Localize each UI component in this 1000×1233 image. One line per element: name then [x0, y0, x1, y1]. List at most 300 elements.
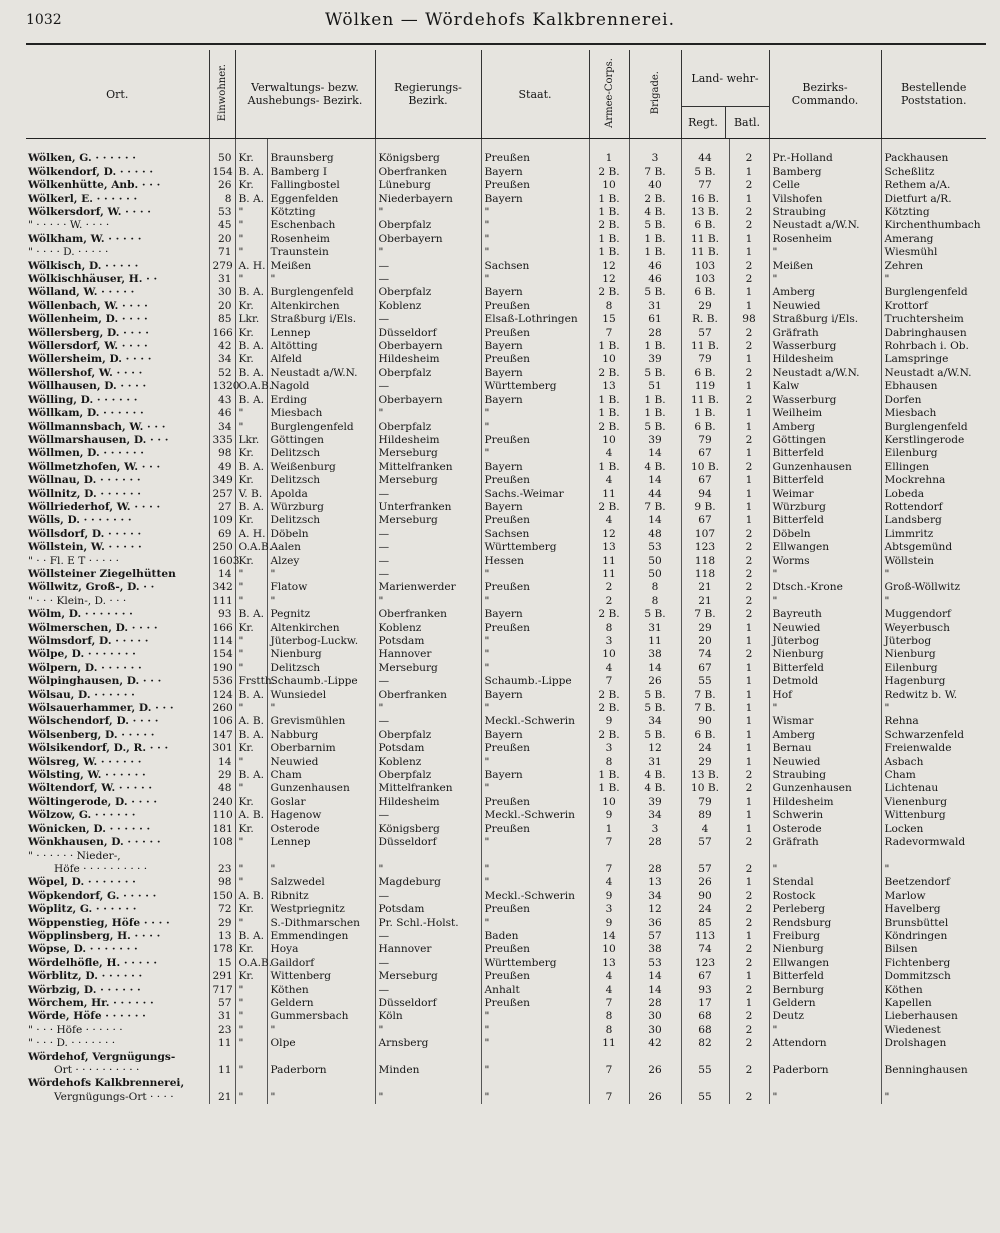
table-row: [26, 447, 986, 460]
cell-ein: 717: [209, 984, 235, 997]
header-rule: [26, 43, 986, 45]
cell-ort: Wöltingerode, D. · · · ·: [28, 795, 158, 808]
cell-vb: Köthen: [267, 984, 375, 997]
cell-ac: 4: [589, 662, 629, 675]
cell-st: Preußen: [481, 823, 589, 836]
cell-rg: 6 B.: [681, 367, 729, 380]
cell-vw: Kr.: [235, 943, 267, 956]
cell-ps: Landsberg: [881, 514, 986, 527]
cell-vb: Eggenfelden: [267, 193, 375, 206]
cell-ac: 1 B.: [589, 782, 629, 795]
cell-bc: Bernburg: [769, 984, 881, 997]
table-row: [26, 581, 986, 594]
cell-rb: Mittelfranken: [375, 461, 481, 474]
cell-st: Bayern: [481, 166, 589, 179]
cell-ps: ": [881, 702, 986, 715]
cell-bc: Gunzenhausen: [769, 461, 881, 474]
cell-rg: 13 B.: [681, 769, 729, 782]
cell-st: Württemberg: [481, 541, 589, 554]
cell-ac: 2 B.: [589, 501, 629, 514]
cell-ein: 42: [209, 340, 235, 353]
cell-st: Bayern: [481, 608, 589, 621]
cell-ein: 279: [209, 260, 235, 273]
cell-rg: 6 B.: [681, 729, 729, 742]
cell-bc: Bitterfeld: [769, 970, 881, 983]
cell-ort: Wöllnau, D. · · · · · ·: [28, 474, 141, 487]
cell-bc: Vilshofen: [769, 193, 881, 206]
cell-br: 5 B.: [629, 729, 681, 742]
cell-st: Bayern: [481, 286, 589, 299]
cell-ort: Wöpel, D. · · · · · · ·: [28, 876, 136, 889]
table-row: [26, 286, 986, 299]
cell-ort: Wöllstein, W. · · · · ·: [28, 541, 142, 554]
cell-rb: Potsdam: [375, 635, 481, 648]
cell-ac: 7: [589, 997, 629, 1010]
cell-ac: 1 B.: [589, 394, 629, 407]
cell-ort: Wöllhausen, D. · · · ·: [28, 380, 147, 393]
cell-rb: —: [375, 930, 481, 943]
cell-st: Bayern: [481, 367, 589, 380]
cell-ps: Dorfen: [881, 394, 986, 407]
cell-bc: ": [769, 1091, 881, 1104]
cell-rb: Unterfranken: [375, 501, 481, 514]
cell-vw: [235, 850, 267, 863]
table-body: [26, 139, 986, 1105]
cell-ac: 2: [589, 581, 629, 594]
cell-ac: 2 B.: [589, 689, 629, 702]
cell-ort: Wönicken, D. · · · · · ·: [28, 822, 151, 835]
table-row: [26, 568, 986, 581]
table-row: [26, 997, 986, 1010]
cell-br: 28: [629, 863, 681, 876]
cell-st: Preußen: [481, 514, 589, 527]
cell-bc: Stendal: [769, 876, 881, 889]
cell-ort: Wölkersdorf, W. · · · ·: [28, 206, 151, 219]
cell-ac: 9: [589, 715, 629, 728]
cell-br: 5 B.: [629, 689, 681, 702]
cell-rg: 6 B.: [681, 219, 729, 232]
cell-ps: Kerstlingerode: [881, 434, 986, 447]
cell-bt: 2: [729, 394, 769, 407]
cell-bt: 1: [729, 809, 769, 822]
cell-bt: 2: [729, 260, 769, 273]
cell-br: 36: [629, 917, 681, 930]
cell-ac: 2 B.: [589, 286, 629, 299]
cell-ort: Wöllwitz, Groß-, D. · ·: [28, 581, 155, 594]
cell-vb: Flatow: [267, 581, 375, 594]
table-row: [26, 796, 986, 809]
cell-rb: Oberfranken: [375, 608, 481, 621]
cell-rg: 94: [681, 488, 729, 501]
cell-bc: Wasserburg: [769, 394, 881, 407]
cell-rb: —: [375, 957, 481, 970]
cell-ps: Bilsen: [881, 943, 986, 956]
cell-st: Preußen: [481, 742, 589, 755]
cell-vb: Traunstein: [267, 246, 375, 259]
cell-ps: Ebhausen: [881, 380, 986, 393]
cell-ps: Miesbach: [881, 407, 986, 420]
cell-bt: 1: [729, 233, 769, 246]
cell-ac: 1 B.: [589, 407, 629, 420]
cell-ps: Abtsgemünd: [881, 541, 986, 554]
cell-vw: O.A.B.: [235, 541, 267, 554]
cell-bc: Bitterfeld: [769, 662, 881, 675]
cell-bt: 2: [729, 782, 769, 795]
cell-ort: Wölpe, D. · · · · · · ·: [28, 648, 136, 661]
cell-bc: Straßburg i/Els.: [769, 313, 881, 326]
cell-ein: 257: [209, 488, 235, 501]
cell-bt: 1: [729, 930, 769, 943]
cell-vb: ": [267, 863, 375, 876]
cell-st: Preußen: [481, 796, 589, 809]
cell-br: 26: [629, 675, 681, 688]
cell-br: 1 B.: [629, 407, 681, 420]
cell-br: 8: [629, 581, 681, 594]
cell-ps: Marlow: [881, 890, 986, 903]
cell-ort: Wölsauerhammer, D. · · ·: [28, 702, 174, 715]
table-row: [26, 729, 986, 742]
cell-bt: 2: [729, 327, 769, 340]
cell-ein: 27: [209, 501, 235, 514]
cell-ein: 23: [209, 863, 235, 876]
cell-vb: Nabburg: [267, 729, 375, 742]
cell-ort: " · · · · D. · · · · ·: [28, 246, 109, 259]
table-row: [26, 850, 986, 863]
cell-ac: 4: [589, 514, 629, 527]
cell-rb: Köln: [375, 1010, 481, 1023]
cell-ps: Dabringhausen: [881, 327, 986, 340]
cell-ort: " · · · Höfe · · · · · ·: [28, 1023, 123, 1036]
cell-vb: Wunsiedel: [267, 689, 375, 702]
cell-ort: Wöplitz, G. · · · · · ·: [28, 903, 137, 916]
cell-vb: Emmendingen: [267, 930, 375, 943]
cell-rb: ": [375, 1091, 481, 1104]
cell-br: 61: [629, 313, 681, 326]
cell-bt: 2: [729, 568, 769, 581]
cell-ort: Wöllkam, D. · · · · · ·: [28, 407, 144, 420]
cell-ort: Wölkerl, E. · · · · · ·: [28, 192, 138, 205]
col-einwohner: Einwohner.: [209, 50, 235, 139]
table-row: [26, 179, 986, 192]
cell-ein: 154: [209, 166, 235, 179]
cell-vw: Kr.: [235, 300, 267, 313]
cell-br: 26: [629, 1064, 681, 1077]
cell-rg: 107: [681, 528, 729, 541]
cell-bt: 1: [729, 635, 769, 648]
cell-bt: 1: [729, 742, 769, 755]
cell-vw: Kr.: [235, 327, 267, 340]
cell-ac: 10: [589, 434, 629, 447]
table-row: [26, 635, 986, 648]
cell-rg: 89: [681, 809, 729, 822]
cell-st: Preußen: [481, 581, 589, 594]
cell-rg: 55: [681, 1091, 729, 1104]
cell-vb: Fallingbostel: [267, 179, 375, 192]
cell-bc: Neustadt a/W.N.: [769, 219, 881, 232]
cell-ps: Köthen: [881, 984, 986, 997]
cell-ps: Freienwalde: [881, 742, 986, 755]
table-row: [26, 501, 986, 514]
table-row: [26, 1064, 986, 1077]
cell-bc: Hof: [769, 689, 881, 702]
cell-vb: Geldern: [267, 997, 375, 1010]
cell-rb: Düsseldorf: [375, 327, 481, 340]
table-row: [26, 434, 986, 447]
table-row: [26, 863, 986, 876]
cell-vb: Ribnitz: [267, 890, 375, 903]
cell-ort: Wöllnitz, D. · · · · · ·: [28, 487, 141, 500]
cell-bt: 1: [729, 997, 769, 1010]
col-batl: Batl.: [725, 107, 769, 138]
cell-ein: 150: [209, 890, 235, 903]
cell-vw: B. A.: [235, 729, 267, 742]
cell-ac: 9: [589, 917, 629, 930]
cell-ac: [589, 850, 629, 863]
cell-ort: Wöltendorf, W. · · · · ·: [28, 782, 153, 795]
cell-bc: Rendsburg: [769, 917, 881, 930]
cell-bc: Weilheim: [769, 407, 881, 420]
cell-bc: Schwerin: [769, 809, 881, 822]
col-landwehr-label: Land- wehr-: [682, 50, 769, 107]
cell-st: Preußen: [481, 434, 589, 447]
cell-rg: 55: [681, 1064, 729, 1077]
cell-vw: Kr.: [235, 179, 267, 192]
cell-rb: Oberpfalz: [375, 769, 481, 782]
cell-vw: A. H.: [235, 528, 267, 541]
cell-vb: [267, 1077, 375, 1090]
cell-bt: 2: [729, 367, 769, 380]
cell-st: Preußen: [481, 474, 589, 487]
running-header: [0, 0, 1000, 46]
cell-ac: 2 B.: [589, 166, 629, 179]
table-row: [26, 327, 986, 340]
cell-ac: 12: [589, 273, 629, 286]
cell-bt: 1: [729, 380, 769, 393]
cell-ort: " · · Fl. E T · · · · ·: [28, 554, 120, 567]
cell-rb: Magdeburg: [375, 876, 481, 889]
cell-rg: [681, 850, 729, 863]
cell-vw: B. A.: [235, 769, 267, 782]
cell-rg: 90: [681, 890, 729, 903]
cell-bc: ": [769, 863, 881, 876]
cell-br: 40: [629, 179, 681, 192]
cell-rg: 11 B.: [681, 233, 729, 246]
cell-ein: 69: [209, 528, 235, 541]
cell-ps: Schwarzenfeld: [881, 729, 986, 742]
cell-ort: Wöllmetzhofen, W. · · ·: [28, 460, 161, 473]
cell-bc: [769, 1077, 881, 1090]
cell-bt: 1: [729, 662, 769, 675]
cell-st: Württemberg: [481, 957, 589, 970]
cell-ort: Wöllmarshausen, D. · · ·: [28, 433, 169, 446]
cell-ein: 53: [209, 206, 235, 219]
cell-ein: 57: [209, 997, 235, 1010]
cell-vb: Aalen: [267, 541, 375, 554]
cell-ps: Jüterbog: [881, 635, 986, 648]
cell-bc: ": [769, 568, 881, 581]
cell-vw: ": [235, 581, 267, 594]
cell-ein: 14: [209, 568, 235, 581]
cell-br: 3: [629, 152, 681, 165]
cell-ps: Rottendorf: [881, 501, 986, 514]
cell-ort: Wöpse, D. · · · · · · ·: [28, 943, 138, 956]
cell-vb: Gummersbach: [267, 1010, 375, 1023]
cell-ps: Rehna: [881, 715, 986, 728]
cell-vw: B. A.: [235, 340, 267, 353]
table-row: [26, 876, 986, 889]
cell-br: 2 B.: [629, 193, 681, 206]
cell-bc: Amberg: [769, 421, 881, 434]
cell-vb: Hagenow: [267, 809, 375, 822]
cell-bc: Rostock: [769, 890, 881, 903]
cell-ac: 7: [589, 863, 629, 876]
cell-st: Preußen: [481, 997, 589, 1010]
cell-st: ": [481, 273, 589, 286]
cell-vb: Delitzsch: [267, 662, 375, 675]
cell-br: 46: [629, 273, 681, 286]
cell-vb: Lennep: [267, 327, 375, 340]
cell-ort: Wöppenstieg, Höfe · · · ·: [28, 916, 170, 929]
cell-rb: —: [375, 380, 481, 393]
cell-br: 53: [629, 541, 681, 554]
cell-ps: Benninghausen: [881, 1064, 986, 1077]
cell-vw: ": [235, 782, 267, 795]
cell-vb: Schaumb.-Lippe: [267, 675, 375, 688]
table-row: [26, 407, 986, 420]
cell-st: Bayern: [481, 461, 589, 474]
cell-br: 48: [629, 528, 681, 541]
cell-bt: 2: [729, 152, 769, 165]
cell-bc: ": [769, 702, 881, 715]
table-row: [26, 917, 986, 930]
cell-rg: 6 B.: [681, 421, 729, 434]
cell-ein: 52: [209, 367, 235, 380]
cell-ort: Ort · · · · · · · · · ·: [54, 1064, 140, 1077]
cell-ort: Wönkhausen, D. · · · · ·: [28, 836, 161, 849]
table-row: [26, 340, 986, 353]
cell-vb: Gunzenhausen: [267, 782, 375, 795]
cell-st: ": [481, 863, 589, 876]
cell-rb: Merseburg: [375, 662, 481, 675]
cell-br: 28: [629, 327, 681, 340]
cell-vb: Altötting: [267, 340, 375, 353]
cell-vb: Miesbach: [267, 407, 375, 420]
cell-br: 39: [629, 796, 681, 809]
table-row: [26, 823, 986, 836]
cell-bc: Göttingen: [769, 434, 881, 447]
cell-rg: 77: [681, 179, 729, 192]
cell-br: 44: [629, 488, 681, 501]
cell-br: 53: [629, 957, 681, 970]
cell-bt: 1: [729, 675, 769, 688]
cell-rb: Merseburg: [375, 447, 481, 460]
cell-rb: Hannover: [375, 943, 481, 956]
cell-vw: B. A.: [235, 193, 267, 206]
table-row: [26, 474, 986, 487]
cell-br: 7 B.: [629, 501, 681, 514]
cell-bt: 2: [729, 179, 769, 192]
cell-ort: Wölls, D. · · · · · · ·: [28, 514, 132, 527]
table-row: [26, 555, 986, 568]
table-row: [26, 367, 986, 380]
cell-br: 5 B.: [629, 608, 681, 621]
cell-vb: Cham: [267, 769, 375, 782]
cell-ps: Zehren: [881, 260, 986, 273]
cell-rb: Königsberg: [375, 823, 481, 836]
cell-rb: —: [375, 890, 481, 903]
cell-rg: 21: [681, 581, 729, 594]
cell-bc: ": [769, 273, 881, 286]
cell-br: 38: [629, 943, 681, 956]
cell-ps: Lobeda: [881, 488, 986, 501]
table-row: [26, 166, 986, 179]
cell-ort: Wölschendorf, D. · · · ·: [28, 715, 159, 728]
cell-vw: ": [235, 273, 267, 286]
cell-rb: Mittelfranken: [375, 782, 481, 795]
cell-bc: Döbeln: [769, 528, 881, 541]
cell-br: 34: [629, 715, 681, 728]
table-row: [26, 970, 986, 983]
cell-ac: 10: [589, 648, 629, 661]
cell-st: ": [481, 756, 589, 769]
cell-br: 50: [629, 555, 681, 568]
cell-rg: 74: [681, 648, 729, 661]
page-number: 1032: [26, 12, 62, 28]
cell-st: Anhalt: [481, 984, 589, 997]
cell-ac: 9: [589, 809, 629, 822]
cell-bt: [729, 1077, 769, 1090]
cell-ort: " · · · Klein-, D. · · ·: [28, 594, 127, 607]
cell-st: Baden: [481, 930, 589, 943]
cell-rg: 118: [681, 555, 729, 568]
cell-rb: Oberpfalz: [375, 286, 481, 299]
cell-rg: 79: [681, 434, 729, 447]
cell-ein: 250: [209, 541, 235, 554]
cell-rg: [681, 1051, 729, 1064]
cell-bt: 2: [729, 219, 769, 232]
cell-ein: 50: [209, 152, 235, 165]
cell-rb: Hildesheim: [375, 796, 481, 809]
cell-bt: 1: [729, 193, 769, 206]
cell-vw: Kr.: [235, 474, 267, 487]
cell-vb: Gaildorf: [267, 957, 375, 970]
cell-vb: Grevismühlen: [267, 715, 375, 728]
cell-bt: 98: [729, 313, 769, 326]
cell-rg: 7 B.: [681, 702, 729, 715]
cell-st: Bayern: [481, 501, 589, 514]
cell-rg: 67: [681, 970, 729, 983]
cell-rb: Oberpfalz: [375, 729, 481, 742]
cell-rg: 13 B.: [681, 206, 729, 219]
cell-ort: Wölmsdorf, D. · · · · ·: [28, 635, 149, 648]
cell-ein: 20: [209, 233, 235, 246]
cell-bc: Osterode: [769, 823, 881, 836]
cell-bc: Kalw: [769, 380, 881, 393]
cell-ein: 26: [209, 179, 235, 192]
cell-ac: 8: [589, 300, 629, 313]
cell-ac: 11: [589, 555, 629, 568]
cell-ps: Muggendorf: [881, 608, 986, 621]
cell-ein: 30: [209, 286, 235, 299]
cell-br: 30: [629, 1024, 681, 1037]
table-row: [26, 380, 986, 393]
cell-vb: Altenkirchen: [267, 622, 375, 635]
table-row: [26, 461, 986, 474]
cell-ac: 13: [589, 380, 629, 393]
cell-bc: [769, 1051, 881, 1064]
cell-bc: Bamberg: [769, 166, 881, 179]
cell-ac: 4: [589, 970, 629, 983]
